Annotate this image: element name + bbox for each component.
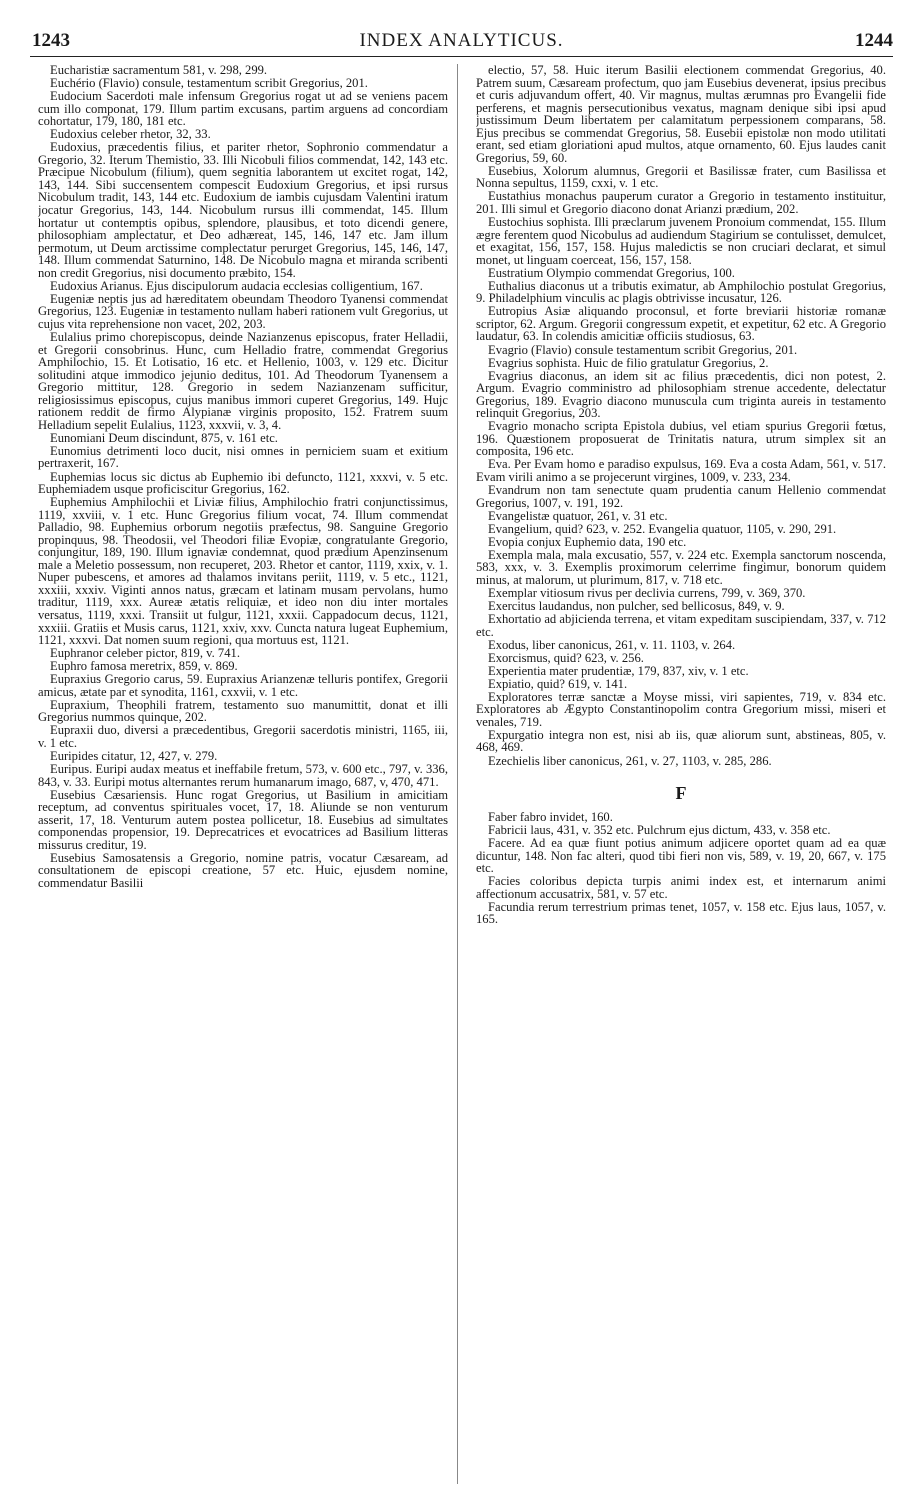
index-entry: Eupraxius Gregorio carus, 59. Eupraxius Arianzenæ telluris pontifex, Gregorii amicus, ætate par et synodita, 1161, cxxvii, v. 1 etc. — [38, 672, 448, 699]
left-column — [38, 64, 448, 1489]
index-entry: Exempla mala, mala excusatio, 557, v. 224 etc. Exempla sanctorum noscenda, 583, xxx, v. 3. Exemplis proximorum celerrime fingimur, bonorum quidem minus, at malorum, ut plurimum, 817, v. 718 etc. — [476, 547, 886, 587]
right-column-entries — [476, 64, 886, 767]
index-entry: Faber fabro invidet, 160. — [488, 810, 613, 825]
index-entry: Eucharistiæ sacramentum 581, v. 298, 299. — [50, 64, 268, 77]
header-rule — [30, 56, 893, 57]
index-entry: Ezechielis liber canonicus, 261, v. 27, 1103, v. 285, 286. — [488, 753, 772, 768]
index-entry: Evangelistæ quatuor, 261, v. 31 etc. — [488, 508, 668, 523]
index-entry: Euthalius diaconus ut a tributis eximatur, ab Amphilochio postulat Gregorius, 9. Philadelphium vinculis ac plagis obtrivisse incusatur, 126. — [476, 278, 886, 306]
index-entry: Eusebius, Xolorum alumnus, Gregorii et Basilissæ frater, cum Basilissa et Nonna sepultus, 1159, cxxi, v. 1 etc. — [476, 163, 886, 191]
index-entry: Eudoxius, præcedentis filius, et pariter rhetor, Sophronio commendatur a Gregorio, 32. Iterum Themistio, 33. Illi Nicobuli filios commendat, 142, 143 etc. Præcipue Nicobulum (filium), quem segnitia laborantem ut excitet rogat, 142, 143, 144. Sibi succensentem compescit Eudoxium Gregorius, et ipsi rursus Nicobulum tradit, 143, 144 etc. Eudoxium de iambis cujusdam Valentini iratum jocatur Gregorius, 143, 144. Nicobulum rursus illi commendat, 145. Illum hortatur ut contemptis opibus, splendore, plausibus, et toto dicendi genere, philosophiam amplectatur, et Deo adhæreat, 145, 146, 147 etc. Jam illum permotum, ut Deum arctissime complectatur perurget Gregorius, 145, 146, 147, 148. Illum commendat Saturnino, 148. De Nicobulo magna et miranda scribenti non credit Gregorius, nisi documento præbito, 154. — [38, 140, 448, 280]
index-entry: Euphro famosa meretrix, 859, v. 869. — [50, 659, 238, 674]
index-entry: Evandrum non tam senectute quam prudentia canum Hellenio commendat Gregorius, 1007, v. 191, 192. — [476, 483, 886, 510]
index-entry: Eupraxii duo, diversi a præcedentibus, Gregorii sacerdotis ministri, 1165, iii, v. 1 etc. — [38, 723, 448, 750]
index-entry: Euchério (Flavio) consule, testamentum scribit Gregorius, 201. — [50, 76, 368, 91]
page-number-left: 1243 — [32, 30, 70, 51]
index-entry: Eustochius sophista. Illi præclarum juvenem Pronoium commendat, 155. Illum ægre ferentem quod Nicobulus ad audiendum Stagirium se contulisset, demulcet, et exagitat, 156, 157, 158. Hujus maledictis se non cruciari declarat, et simul monet, ut linguam coerceat, 156, 157, 158. — [476, 215, 886, 267]
page-header — [0, 30, 923, 64]
index-entry: Eustathius monachus pauperum curator a Gregorio in testamento instituitur, 201. Illi simul et Gregorio diacono donat Arianzi prædium, 202. — [476, 189, 886, 217]
index-entry: Eudoxius celeber rhetor, 32, 33. — [50, 127, 211, 142]
index-entry: Eutropius Asiæ aliquando proconsul, et forte breviarii historiæ romanæ scriptor, 62. Argum. Gregorii congressum expetit, et expetitur, 62 etc. A Gregorio laudatur, 63. In colendis amicitiæ officiis studiosus, 63. — [476, 304, 886, 344]
index-entry: Eulalius primo chorepiscopus, deinde Nazianzenus episcopus, frater Helladii, et Gregorii consobrinus. Hunc, cum Helladio fratre, commendat Gregorius Amphilochio, 15. Et Lotisatio, 16 etc. et Hellenio, 1003, v. 129 etc. Dicitur solitudini atque immodico jejunio deditus, 101. Ad Theodorum Tyanensem a Gregorio mittitur, 128. Gregorio in sedem Nazianzenam sufficitur, religiosissimus episcopus, cujus manibus immori cuperet Gregorius, 149. Hujc rationem reddit de firmo Alypianæ virginis proposito, 152. Fratrem suum Helladium sepelit Eulalius, 1123, xxxvii, v. 3, 4. — [38, 329, 448, 432]
index-entry: Eunomiani Deum discindunt, 875, v. 161 etc. — [50, 430, 278, 445]
index-entry: Euripus. Euripi audax meatus et ineffabile fretum, 573, v. 600 etc., 797, v. 336, 843, v. 33. Euripi motus alternantes rerum humanarum imago, 687, v, 470, 471. — [38, 762, 448, 789]
index-entry: Evagrio monacho scripta Epistola dubius, vel etiam spurius Gregorii fœtus, 196. Quæstionem proposuerat de Trinitatis natura, utrum simplex sit an composita, 196 etc. — [476, 419, 886, 459]
index-entry: Eusebius Cæsariensis. Hunc rogat Gregorius, ut Basilium in amicitiam receptum, ad conventus spirituales vocet, 17, 18. Aliunde se non venturum asserit, 17, 18. Venturum autem postea pollicetur, 18. Eusebius ad simultates componendas propensior, 19. Deprecatrices et evocatrices ad Basilium litteras missurus creditur, 19. — [38, 787, 448, 852]
index-entry: Eugeniæ neptis jus ad hæreditatem obeundam Theodoro Tyanensi commendat Gregorius, 123. Eugeniæ in testamento nullam haberi rationem vult Gregorius, ut cujus vita reprehensione non vacet, 202, 203. — [38, 291, 448, 331]
index-entry: Eunomius detrimenti loco ducit, nisi omnes in perniciem suam et exitium pertraxerit, 167. — [38, 443, 448, 471]
index-entry: Expurgatio integra non est, nisi ab iis, quæ aliorum sunt, abstineas, 805, v. 468, 469. — [476, 727, 886, 755]
index-entry: Exodus, liber canonicus, 261, v. 11. 1103, v. 264. — [488, 637, 736, 652]
section-f-entries — [476, 811, 886, 926]
index-entry: Exhortatio ad abjicienda terrena, et vitam expeditam suscipiendam, 337, v. 712 etc. — [476, 612, 886, 639]
index-entry: Facere. Ad ea quæ fiunt potius animum adjicere oportet quam ad ea quæ dicuntur, 148. Non fac alteri, quod tibi fieri non vis, 589, v. 19, 20, 667, v. 175 etc. — [476, 836, 886, 876]
index-entry: Facundia rerum terrestrium primas tenet, 1057, v. 158 etc. Ejus laus, 1057, v. 165. — [476, 899, 886, 927]
index-entry: Eudoxius Arianus. Ejus discipulorum audacia ecclesias colligentium, 167. — [50, 278, 423, 293]
index-entry: Evopia conjux Euphemio data, 190 etc. — [488, 534, 687, 549]
index-entry: Experientia mater prudentiæ, 179, 837, xiv, v. 1 etc. — [488, 663, 749, 678]
index-entry: Exercitus laudandus, non pulcher, sed bellicosus, 849, v. 9. — [488, 598, 785, 613]
index-entry: Eva. Per Evam homo e paradiso expulsus, 169. Eva a costa Adam, 561, v. 517. Evam virili animo a se projecerunt virgines, 1009, v. 233, 234. — [476, 457, 886, 484]
index-entry: Eupraxium, Theophili fratrem, testamento suo manumittit, donat et illi Gregorius nummos quinque, 202. — [38, 697, 448, 725]
index-entry: Evagrius diaconus, an idem sit ac filius præcedentis, dici non potest, 2. Argum. Evagrio comministro ad philosophiam strenue accedente, delectatur Gregorius, 189. Evagrio diacono munuscula cum triginta aureis in testamento relinquit Gregorius, 203. — [476, 368, 886, 421]
section-letter-f: F — [675, 783, 687, 804]
index-entry: electio, 57, 58. Huic iterum Basilii electionem commendat Gregorius, 40. Patrem suum, Cæsaream profectum, quo jam Eusebius devenerat, ipsius precibus et curis adjuvandum offert, 40. Vir magnus, multas ærumnas pro Evangelii fide perferens, et magnis persecutionibus vexatus, magnam denique sibi ipsi apud justissimum Deum libertatem per calamitatum perpessionem comparans, 58. Ejus precibus se commendat Gregorius, 58. Eusebii epistolæ non modo utilitati erant, sed etiam gloriationi apud multos, atque ornamento, 60. Ejus laudes canit Gregorius, 59, 60. — [476, 64, 886, 165]
index-entry: Euphemius Amphilochii et Liviæ filius, Amphilochio fratri conjunctissimus, 1119, xxviii, v. 1 etc. Hunc Gregorius filium vocat, 74. Illum commendat Palladio, 98. Euphemius orborum negotiis præfectus, 98. Sanguine Gregorio propinquus, 98. Theodosii, vel Theodori filiæ Evopiæ, congratulante Gregorio, conjungitur, 189, 190. Illum ignaviæ condemnat, quod prædium Apenzinsenum male a Meletio possessum, non recuperet, 203. Rhetor et cantor, 1119, xxix, v. 1. Nuper pubescens, et amores ad thalamos invitans periit, 1119, v. 5 etc., 1121, xxxiii, xxxiv. Viginti annos natus, græcam et latinam musam pervolans, humo traditur, 1119, xxx. Aureæ ætatis reliquiæ, et ideo non diu inter mortales versatus, 1119, xxxi. Transiit ut fulgur, 1121, xxxii. Cappadocum decus, 1121, xxxiii. Gratiis et Musis carus, 1121, xxiv, xxv. Cuncta natura lugeat Euphemium, 1121, xxxvi. Dat nomen suum regioni, qua mortuus est, 1121. — [38, 495, 448, 648]
right-column — [476, 64, 886, 1489]
index-entry: Evangelium, quid? 623, v. 252. Evangelia quatuor, 1105, v. 290, 291. — [488, 521, 837, 536]
index-entry: Exemplar vitiosum rivus per declivia currens, 799, v. 369, 370. — [488, 585, 806, 600]
index-entry: Exploratores terræ sanctæ a Moyse missi, viri sapientes, 719, v. 834 etc. Exploratores ab Ægypto Constantinopolim contra Gregorium missi, miseri et venales, 719. — [476, 689, 886, 729]
index-entry: Euripides citatur, 12, 427, v. 279. — [50, 749, 218, 764]
index-entry: Exorcismus, quid? 623, v. 256. — [488, 650, 644, 665]
index-entry: Eudocium Sacerdoti male infensum Gregorius rogat ut ad se veniens pacem cum illo componat, 179. Illum partim excusans, partim arguens ad concordiam cohortatur, 179, 180, 181 etc. — [38, 89, 448, 129]
index-entry: Eusebius Samosatensis a Gregorio, nomine patris, vocatur Cæsaream, ad consultationem de episcopi creatione, 57 etc. Huic, ejusdem nomine, commendatur Basilii — [38, 850, 448, 890]
index-entry: Eustratium Olympio commendat Gregorius, 100. — [488, 265, 735, 280]
index-entry: Euphemias locus sic dictus ab Euphemio ibi defuncto, 1121, xxxvi, v. 5 etc. Euphemiadem usque proficiscitur Gregorius, 162. — [38, 469, 448, 497]
running-title: INDEX ANALYTICUS. — [359, 30, 564, 51]
index-entry: Evagrius sophista. Huic de filio gratulatur Gregorius, 2. — [488, 355, 769, 370]
index-entry: Evagrio (Flavio) consule testamentum scribit Gregorius, 201. — [488, 342, 798, 357]
page-number-right: 1244 — [855, 30, 893, 51]
index-entry: Expiatio, quid? 619, v. 141. — [488, 676, 628, 691]
column-divider — [457, 64, 458, 1484]
index-entry: Facies coloribus depicta turpis animi index est, et internarum animi affectionum accusatrix, 581, v. 57 etc. — [476, 874, 886, 901]
index-entry: Euphranor celeber pictor, 819, v. 741. — [50, 646, 240, 661]
index-entry: Fabricii laus, 431, v. 352 etc. Pulchrum ejus dictum, 433, v. 358 etc. — [488, 823, 831, 838]
